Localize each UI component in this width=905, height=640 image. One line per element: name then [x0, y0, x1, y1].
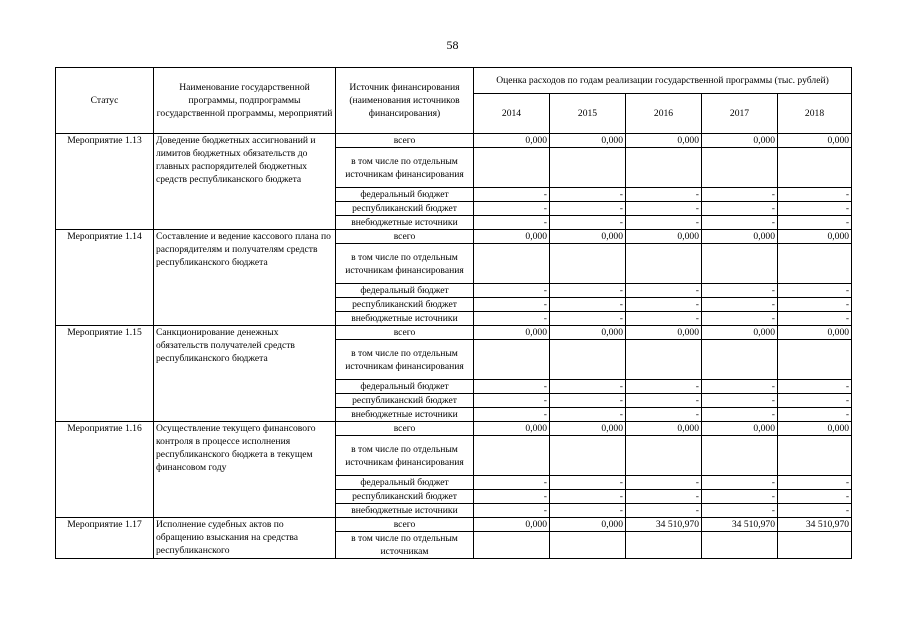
- value-cell: 0,000: [778, 134, 852, 148]
- measure-block: [56, 230, 852, 326]
- value-cell: -: [778, 490, 852, 504]
- measure-status: Мероприятие 1.16: [56, 422, 154, 518]
- value-cell: -: [778, 312, 852, 326]
- value-cell: 0,000: [474, 230, 550, 244]
- value-cell: -: [474, 312, 550, 326]
- value-cell: 0,000: [626, 230, 702, 244]
- page-number: 58: [446, 38, 459, 52]
- table-row: [56, 326, 852, 340]
- measure-status: Мероприятие 1.14: [56, 230, 154, 326]
- table-row: [56, 230, 852, 244]
- value-cell: -: [550, 380, 626, 394]
- value-cell: -: [550, 476, 626, 490]
- measure-block: [56, 134, 852, 230]
- value-cell: -: [702, 394, 778, 408]
- value-cell: 34 510,970: [626, 518, 702, 532]
- value-cell: 0,000: [550, 326, 626, 340]
- value-cell: -: [550, 312, 626, 326]
- measure-block: [56, 326, 852, 422]
- value-cell: 0,000: [626, 326, 702, 340]
- value-cell: -: [778, 188, 852, 202]
- value-cell: -: [778, 394, 852, 408]
- value-cell: -: [550, 298, 626, 312]
- value-cell: -: [702, 490, 778, 504]
- source-republic: республиканский бюджет: [336, 490, 474, 504]
- value-cell: -: [626, 380, 702, 394]
- value-cell: 0,000: [702, 134, 778, 148]
- value-cell: -: [626, 188, 702, 202]
- source-offbudget: внебюджетные источники: [336, 312, 474, 326]
- value-cell: -: [474, 504, 550, 518]
- value-cell: 0,000: [626, 422, 702, 436]
- value-cell: 0,000: [778, 230, 852, 244]
- source-federal: федеральный бюджет: [336, 380, 474, 394]
- measure-status: Мероприятие 1.13: [56, 134, 154, 230]
- value-cell: -: [702, 380, 778, 394]
- value-cell: -: [474, 298, 550, 312]
- value-cell: -: [778, 380, 852, 394]
- table-row: [56, 422, 852, 436]
- measure-block: [56, 518, 852, 559]
- value-cell: -: [550, 394, 626, 408]
- value-cell: -: [626, 298, 702, 312]
- value-cell: 0,000: [474, 422, 550, 436]
- value-cell: -: [702, 504, 778, 518]
- table-row: [56, 518, 852, 532]
- budget-table: [55, 67, 852, 559]
- value-cell: 0,000: [778, 326, 852, 340]
- value-cell: 0,000: [702, 326, 778, 340]
- value-cell: 34 510,970: [702, 518, 778, 532]
- header-year: 2017: [702, 94, 778, 134]
- source-total: всего: [336, 230, 474, 244]
- source-total: всего: [336, 326, 474, 340]
- table-row: [56, 134, 852, 148]
- header-source: Источник финансирования (наименования источников финансирования): [336, 68, 474, 134]
- header-year: 2018: [778, 94, 852, 134]
- value-cell: 0,000: [550, 230, 626, 244]
- value-cell: -: [702, 408, 778, 422]
- source-federal: федеральный бюджет: [336, 188, 474, 202]
- value-cell: -: [778, 284, 852, 298]
- value-cell: -: [778, 504, 852, 518]
- source-including: в том числе по отдельным источникам финансирования: [336, 148, 474, 188]
- value-cell: -: [702, 312, 778, 326]
- value-cell: -: [702, 476, 778, 490]
- measure-status: Мероприятие 1.15: [56, 326, 154, 422]
- source-offbudget: внебюджетные источники: [336, 408, 474, 422]
- value-cell: 0,000: [702, 230, 778, 244]
- measure-block: [56, 422, 852, 518]
- value-cell: -: [778, 408, 852, 422]
- value-cell: -: [550, 216, 626, 230]
- value-cell: -: [626, 312, 702, 326]
- measure-name: Санкционирование денежных обязательств получателей средств республиканского бюджета: [154, 326, 336, 422]
- value-cell: -: [626, 476, 702, 490]
- measure-name: Доведение бюджетных ассигнований и лимитов бюджетных обязательств до главных распорядителей бюджетных средств республиканского бюджета: [154, 134, 336, 230]
- value-cell: -: [626, 216, 702, 230]
- value-cell: -: [550, 408, 626, 422]
- value-cell: -: [550, 202, 626, 216]
- source-republic: республиканский бюджет: [336, 394, 474, 408]
- source-federal: федеральный бюджет: [336, 476, 474, 490]
- value-cell: -: [778, 476, 852, 490]
- value-cell: -: [550, 284, 626, 298]
- value-cell: -: [778, 216, 852, 230]
- value-cell: 0,000: [778, 422, 852, 436]
- header-year: 2014: [474, 94, 550, 134]
- value-cell: -: [550, 188, 626, 202]
- value-cell: -: [626, 394, 702, 408]
- value-cell: -: [474, 380, 550, 394]
- source-total: всего: [336, 422, 474, 436]
- value-cell: -: [778, 298, 852, 312]
- value-cell: -: [778, 202, 852, 216]
- value-cell: -: [626, 202, 702, 216]
- value-cell: 0,000: [550, 422, 626, 436]
- value-cell: -: [702, 298, 778, 312]
- header-year: 2016: [626, 94, 702, 134]
- source-republic: республиканский бюджет: [336, 202, 474, 216]
- value-cell: -: [626, 284, 702, 298]
- value-cell: -: [702, 284, 778, 298]
- value-cell: -: [474, 476, 550, 490]
- value-cell: 0,000: [474, 326, 550, 340]
- value-cell: 0,000: [626, 134, 702, 148]
- value-cell: 0,000: [550, 518, 626, 532]
- value-cell: -: [550, 504, 626, 518]
- source-including: в том числе по отдельным источникам финансирования: [336, 340, 474, 380]
- source-offbudget: внебюджетные источники: [336, 504, 474, 518]
- source-republic: республиканский бюджет: [336, 298, 474, 312]
- value-cell: -: [474, 490, 550, 504]
- value-cell: -: [702, 202, 778, 216]
- value-cell: 0,000: [550, 134, 626, 148]
- header-year: 2015: [550, 94, 626, 134]
- value-cell: -: [702, 188, 778, 202]
- source-federal: федеральный бюджет: [336, 284, 474, 298]
- value-cell: -: [474, 202, 550, 216]
- value-cell: -: [474, 216, 550, 230]
- value-cell: -: [550, 490, 626, 504]
- header-status: Статус: [56, 68, 154, 134]
- header-estimate: Оценка расходов по годам реализации государственной программы (тыс. рублей): [474, 68, 852, 94]
- value-cell: -: [626, 408, 702, 422]
- measure-name: Исполнение судебных актов по обращению взыскания на средства республиканского: [154, 518, 336, 559]
- value-cell: 34 510,970: [778, 518, 852, 532]
- source-including: в том числе по отдельным источникам: [336, 532, 474, 559]
- source-total: всего: [336, 134, 474, 148]
- value-cell: -: [626, 504, 702, 518]
- value-cell: -: [474, 394, 550, 408]
- source-including: в том числе по отдельным источникам финансирования: [336, 244, 474, 284]
- source-total: всего: [336, 518, 474, 532]
- measure-status: Мероприятие 1.17: [56, 518, 154, 559]
- value-cell: -: [702, 216, 778, 230]
- value-cell: -: [626, 490, 702, 504]
- source-including: в том числе по отдельным источникам финансирования: [336, 436, 474, 476]
- source-offbudget: внебюджетные источники: [336, 216, 474, 230]
- header-name: Наименование государственной программы, подпрограммы государственной программы, мероприятий: [154, 68, 336, 134]
- value-cell: -: [474, 408, 550, 422]
- measure-name: Составление и ведение кассового плана по распорядителям и получателям средств республиканского бюджета: [154, 230, 336, 326]
- measure-name: Осуществление текущего финансового контроля в процессе исполнения республиканского бюджета в текущем финансовом году: [154, 422, 336, 518]
- value-cell: -: [474, 284, 550, 298]
- value-cell: 0,000: [702, 422, 778, 436]
- value-cell: 0,000: [474, 518, 550, 532]
- value-cell: 0,000: [474, 134, 550, 148]
- value-cell: -: [474, 188, 550, 202]
